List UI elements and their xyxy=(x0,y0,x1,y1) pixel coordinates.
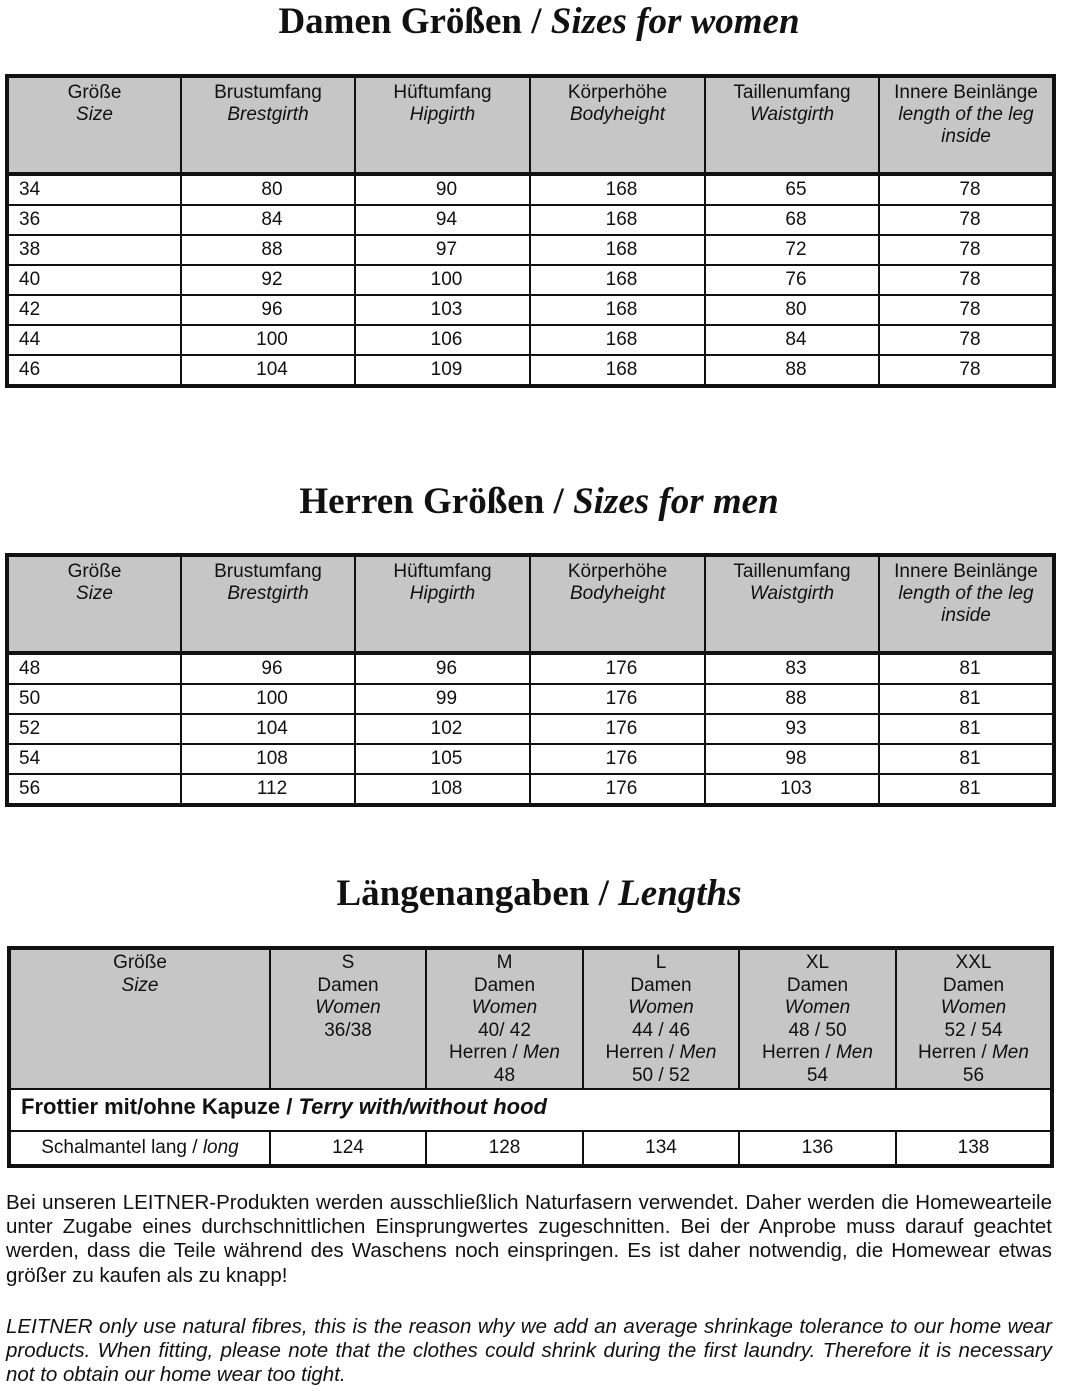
men-label-en: Men xyxy=(835,1042,873,1064)
table-cell: 96 xyxy=(355,653,530,684)
table-cell: 44 xyxy=(7,325,181,355)
women-header-en: length of the leg inside xyxy=(898,104,1034,147)
terry-category-en: Terry with/without hood xyxy=(298,1094,547,1119)
schalmantel-row xyxy=(9,1131,1052,1166)
table-cell: 56 xyxy=(7,774,181,805)
lengths-title-de: Längenangaben / xyxy=(336,873,619,914)
terry-category-de: Frottier mit/ohne Kapuze / xyxy=(21,1094,299,1119)
table-cell: 168 xyxy=(530,265,705,295)
women-header-en: Waistgirth xyxy=(749,104,835,125)
lengths-size-column-header xyxy=(583,948,739,1089)
table-cell: 94 xyxy=(355,205,530,235)
women-label-de: Damen xyxy=(786,974,849,996)
women-sizes-title xyxy=(0,0,1078,44)
table-cell: 176 xyxy=(530,744,705,774)
table-cell: 92 xyxy=(181,265,355,295)
lengths-header-row xyxy=(9,948,1052,1089)
lengths-title xyxy=(0,872,1078,916)
men-label xyxy=(586,1042,736,1065)
table-row xyxy=(7,684,1054,714)
table-cell: 34 xyxy=(7,174,181,205)
table-cell: 112 xyxy=(181,774,355,805)
table-cell: 46 xyxy=(7,355,181,386)
table-row xyxy=(7,744,1054,774)
table-cell: 88 xyxy=(181,235,355,265)
table-cell: 38 xyxy=(7,235,181,265)
length-value-cell: 128 xyxy=(426,1131,583,1166)
table-cell: 81 xyxy=(879,684,1054,714)
men-size-range: 54 xyxy=(806,1064,829,1086)
table-cell: 103 xyxy=(705,774,879,805)
table-cell: 176 xyxy=(530,653,705,684)
women-title-en: Sizes for women xyxy=(550,1,800,42)
table-cell: 108 xyxy=(355,774,530,805)
men-header-en: Hipgirth xyxy=(409,583,476,604)
table-row xyxy=(7,355,1054,386)
women-header-en: Size xyxy=(76,104,113,125)
table-cell: 105 xyxy=(355,744,530,774)
table-row xyxy=(7,295,1054,325)
length-value-cell: 136 xyxy=(739,1131,896,1166)
women-label-de: Damen xyxy=(630,974,692,996)
women-header-en: Hipgirth xyxy=(409,104,476,125)
table-cell: 40 xyxy=(7,265,181,295)
men-header-row xyxy=(7,555,1054,653)
table-cell: 104 xyxy=(181,714,355,744)
table-row xyxy=(7,325,1054,355)
table-row xyxy=(7,265,1054,295)
item-label-cell xyxy=(9,1131,270,1166)
men-label-de: Herren / xyxy=(449,1042,523,1064)
women-header-cell xyxy=(181,76,355,174)
table-cell: 84 xyxy=(705,325,879,355)
women-header-cell xyxy=(530,76,705,174)
women-label-en: Women xyxy=(784,997,851,1019)
men-header-cell xyxy=(879,555,1054,653)
men-header-de: Körperhöhe xyxy=(567,561,668,582)
length-value-cell: 134 xyxy=(583,1131,739,1166)
table-cell: 104 xyxy=(181,355,355,386)
item-label-en: long xyxy=(202,1137,239,1158)
table-cell: 48 xyxy=(7,653,181,684)
men-label xyxy=(899,1042,1048,1065)
women-label-en: Women xyxy=(628,997,694,1019)
women-header-de: Taillenumfang xyxy=(733,82,851,103)
table-cell: 96 xyxy=(181,653,355,684)
table-cell: 98 xyxy=(705,744,879,774)
lengths-size-header xyxy=(9,948,270,1089)
table-cell: 81 xyxy=(879,774,1054,805)
table-cell: 78 xyxy=(879,325,1054,355)
size-letter: M xyxy=(496,952,513,973)
men-header-en: Waistgirth xyxy=(749,583,835,604)
lengths-size-column-header xyxy=(896,948,1052,1089)
women-size-range: 36/38 xyxy=(324,1019,372,1041)
men-label-en: Men xyxy=(679,1042,717,1064)
men-label xyxy=(742,1042,893,1065)
women-header-cell xyxy=(879,76,1054,174)
men-title-en: Sizes for men xyxy=(573,481,779,522)
table-cell: 78 xyxy=(879,355,1054,386)
women-header-de: Körperhöhe xyxy=(567,82,668,103)
women-header-cell xyxy=(7,76,181,174)
table-row xyxy=(7,205,1054,235)
men-size-range: 50 / 52 xyxy=(631,1064,691,1086)
table-cell: 106 xyxy=(355,325,530,355)
table-cell: 176 xyxy=(530,774,705,805)
table-cell: 97 xyxy=(355,235,530,265)
men-label-de: Herren / xyxy=(605,1042,680,1064)
lengths-size-column-header xyxy=(426,948,583,1089)
women-header-de: Hüftumfang xyxy=(393,82,492,103)
table-cell: 100 xyxy=(181,684,355,714)
table-cell: 84 xyxy=(181,205,355,235)
table-cell: 168 xyxy=(530,235,705,265)
table-row xyxy=(7,714,1054,744)
terry-category-row xyxy=(9,1089,1052,1131)
table-cell: 78 xyxy=(879,235,1054,265)
men-header-cell xyxy=(530,555,705,653)
table-cell: 88 xyxy=(705,355,879,386)
women-header-row xyxy=(7,76,1054,174)
terry-category-cell xyxy=(9,1089,1052,1131)
length-value-cell: 138 xyxy=(896,1131,1052,1166)
table-cell: 90 xyxy=(355,174,530,205)
table-cell: 80 xyxy=(705,295,879,325)
size-header-en: Size xyxy=(121,974,159,996)
table-cell: 78 xyxy=(879,295,1054,325)
table-cell: 78 xyxy=(879,265,1054,295)
men-label xyxy=(429,1042,580,1065)
men-table-body xyxy=(7,653,1054,805)
size-letter: L xyxy=(655,952,667,973)
women-size-table xyxy=(5,74,1056,388)
table-row xyxy=(7,174,1054,205)
women-header-de: Größe xyxy=(67,82,122,103)
lengths-table xyxy=(7,946,1054,1168)
table-cell: 81 xyxy=(879,744,1054,774)
table-cell: 36 xyxy=(7,205,181,235)
women-header-de: Brustumfang xyxy=(214,82,322,103)
table-cell: 168 xyxy=(530,355,705,386)
table-cell: 176 xyxy=(530,714,705,744)
women-header-en: Bodyheight xyxy=(569,104,666,125)
men-header-de: Größe xyxy=(67,561,122,582)
table-cell: 100 xyxy=(355,265,530,295)
table-cell: 76 xyxy=(705,265,879,295)
item-label-de: Schalmantel lang / xyxy=(41,1137,203,1158)
table-cell: 108 xyxy=(181,744,355,774)
men-label-de: Herren / xyxy=(762,1042,836,1064)
women-header-cell xyxy=(355,76,530,174)
note-german: Bei unseren LEITNER-Produkten werden ausschließlich Naturfasern verwendet. Daher werden die Homewearteile unter Zugabe eines durchschnittlichen Einsprungwertes zugeschnitten. Bei der Anprobe muss darauf geachtet werden, dass die Teile während des Waschens noch einspringen. Es ist daher notwendig, die Homewear etwas größer zu kaufen als zu knapp! xyxy=(6,1191,1052,1287)
lengths-size-column-header xyxy=(739,948,896,1089)
size-letter: S xyxy=(341,952,355,973)
table-cell: 100 xyxy=(181,325,355,355)
women-label-en: Women xyxy=(940,997,1007,1019)
men-header-en: Bodyheight xyxy=(569,583,666,604)
men-header-cell xyxy=(355,555,530,653)
women-size-range: 44 / 46 xyxy=(631,1019,691,1041)
table-cell: 168 xyxy=(530,295,705,325)
men-header-de: Brustumfang xyxy=(214,561,322,582)
women-label-en: Women xyxy=(471,997,538,1019)
table-cell: 52 xyxy=(7,714,181,744)
women-table-body xyxy=(7,174,1054,386)
men-size-range: 48 xyxy=(493,1064,516,1086)
table-cell: 72 xyxy=(705,235,879,265)
women-label-de: Damen xyxy=(473,974,536,996)
women-title-de: Damen Größen / xyxy=(278,1,551,42)
table-cell: 81 xyxy=(879,714,1054,744)
table-cell: 109 xyxy=(355,355,530,386)
women-size-range: 48 / 50 xyxy=(788,1019,847,1041)
men-header-en: Brestgirth xyxy=(227,583,309,604)
table-cell: 176 xyxy=(530,684,705,714)
table-cell: 80 xyxy=(181,174,355,205)
size-header-de: Größe xyxy=(113,952,167,973)
table-cell: 168 xyxy=(530,325,705,355)
men-header-de: Taillenumfang xyxy=(733,561,851,582)
men-header-cell xyxy=(705,555,879,653)
women-size-range: 40/ 42 xyxy=(478,1019,531,1041)
table-cell: 50 xyxy=(7,684,181,714)
men-header-en: Size xyxy=(76,583,113,604)
women-label-de: Damen xyxy=(317,974,379,996)
men-label-en: Men xyxy=(522,1042,560,1064)
women-header-en: Brestgirth xyxy=(227,104,309,125)
men-size-table xyxy=(5,553,1056,807)
men-sizes-title xyxy=(0,480,1078,524)
table-cell: 78 xyxy=(879,174,1054,205)
men-title-de: Herren Größen / xyxy=(299,481,574,522)
table-cell: 54 xyxy=(7,744,181,774)
table-cell: 88 xyxy=(705,684,879,714)
note-english: LEITNER only use natural fibres, this is the reason why we add an average shrinkage tolerance to our home wear products. When fitting, please note that the clothes could shrink during the first laundry. Therefore it is necessary not to obtain our home wear too tight. xyxy=(6,1315,1052,1387)
men-header-en: length of the leg inside xyxy=(898,583,1034,626)
table-cell: 103 xyxy=(355,295,530,325)
lengths-title-en: Lengths xyxy=(618,873,742,914)
men-label-de: Herren / xyxy=(918,1042,992,1064)
men-header-cell xyxy=(7,555,181,653)
table-cell: 96 xyxy=(181,295,355,325)
table-cell: 65 xyxy=(705,174,879,205)
women-label-en: Women xyxy=(315,997,381,1019)
table-row xyxy=(7,235,1054,265)
women-header-de: Innere Beinlänge xyxy=(894,82,1038,103)
table-cell: 168 xyxy=(530,174,705,205)
women-size-range: 52 / 54 xyxy=(944,1019,1003,1041)
men-header-de: Innere Beinlänge xyxy=(894,561,1038,582)
table-cell: 83 xyxy=(705,653,879,684)
women-header-cell xyxy=(705,76,879,174)
size-letter: XXL xyxy=(955,952,992,973)
table-row xyxy=(7,774,1054,805)
table-cell: 168 xyxy=(530,205,705,235)
table-cell: 93 xyxy=(705,714,879,744)
table-cell: 99 xyxy=(355,684,530,714)
lengths-size-column-header xyxy=(270,948,426,1089)
men-header-cell xyxy=(181,555,355,653)
men-label-en: Men xyxy=(991,1042,1029,1064)
length-value-cell: 124 xyxy=(270,1131,426,1166)
table-row xyxy=(7,653,1054,684)
table-cell: 78 xyxy=(879,205,1054,235)
table-cell: 68 xyxy=(705,205,879,235)
table-cell: 102 xyxy=(355,714,530,744)
table-cell: 81 xyxy=(879,653,1054,684)
women-label-de: Damen xyxy=(942,974,1005,996)
table-cell: 42 xyxy=(7,295,181,325)
men-size-range: 56 xyxy=(962,1064,985,1086)
size-letter: XL xyxy=(805,952,830,973)
men-header-de: Hüftumfang xyxy=(393,561,492,582)
